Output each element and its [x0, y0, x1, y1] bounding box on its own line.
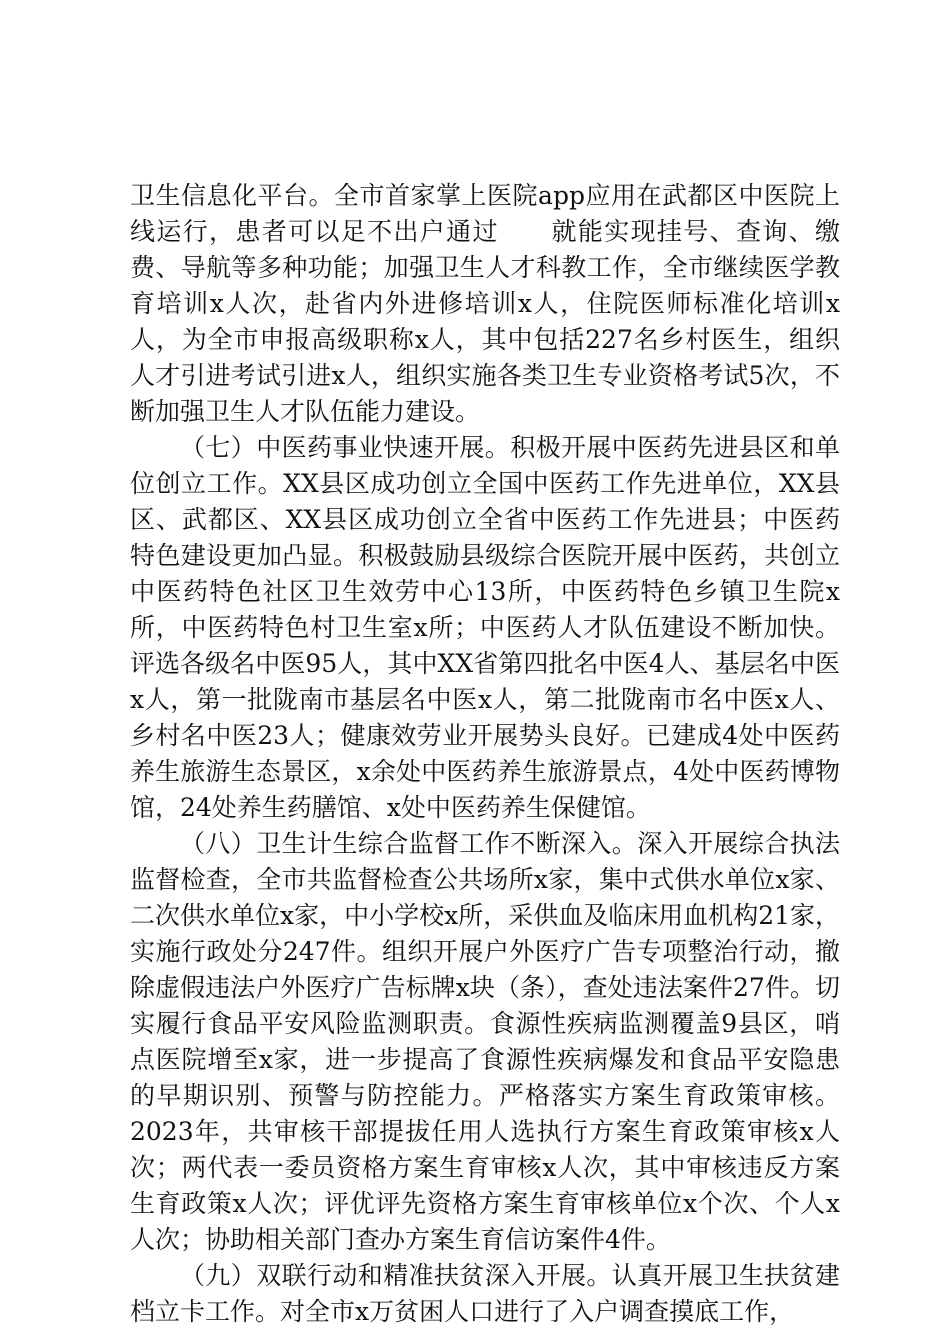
- paragraph-section-8: （八）卫生计生综合监督工作不断深入。深入开展综合执法监督检查，全市共监督检查公共场所x家，集中式供水单位x家、二次供水单位x家，中小学校x所，采供血及临床用血机构21家，实施行政处分247件。组织开展户外医疗广告专项整治行动，撤除虚假违法户外医疗广告标牌x块（条），查处违法案件27件。切实履行食品平安风险监测职责。食源性疾病监测覆盖9县区，哨点医院增至x家，进一步提高了食源性疾病爆发和食品平安隐患的早期识别、预警与防控能力。严格落实方案生育政策审核。2023年，共审核干部提拔任用人选执行方案生育政策审核x人次；两代表一委员资格方案生育审核x人次，其中审核违反方案生育政策x人次；评优评先资格方案生育审核单位x个次、个人x人次；协助相关部门查办方案生育信访案件4件。: [130, 829, 841, 1254]
- document-body: [130, 178, 840, 1330]
- paragraph-section-9: （九）双联行动和精准扶贫深入开展。认真开展卫生扶贫建档立卡工作。对全市x万贫困人口进行了入户调查摸底工作，: [130, 1261, 840, 1326]
- paragraph-continuation: 卫生信息化平台。全市首家掌上医院app应用在武都区中医院上线运行，患者可以足不出户通过 就能实现挂号、查询、缴费、导航等多种功能；加强卫生人才科教工作，全市继续医学教育培训x人次，赴省内外进修培训x人，住院医师标准化培训x人，为全市申报高级职称x人，其中包括227名乡村医生，组织人才引进考试引进x人，组织实施各类卫生专业资格考试5次，不断加强卫生人才队伍能力建设。: [130, 181, 840, 426]
- paragraph-section-7: （七）中医药事业快速开展。积极开展中医药先进县区和单位创立工作。XX县区成功创立全国中医药工作先进单位，XX县区、武都区、XX县区成功创立全省中医药工作先进县；中医药特色建设更加凸显。积极鼓励县级综合医院开展中医药，共创立中医药特色社区卫生效劳中心13所，中医药特色乡镇卫生院x所，中医药特色村卫生室x所；中医药人才队伍建设不断加快。评选各级名中医95人，其中XX省第四批名中医4人、基层名中医x人，第一批陇南市基层名中医x人，第二批陇南市名中医x人、乡村名中医23人；健康效劳业开展势头良好。已建成4处中医药养生旅游生态景区，x余处中医药养生旅游景点，4处中医药博物馆，24处养生药膳馆、x处中医药养生保健馆。: [130, 433, 840, 822]
